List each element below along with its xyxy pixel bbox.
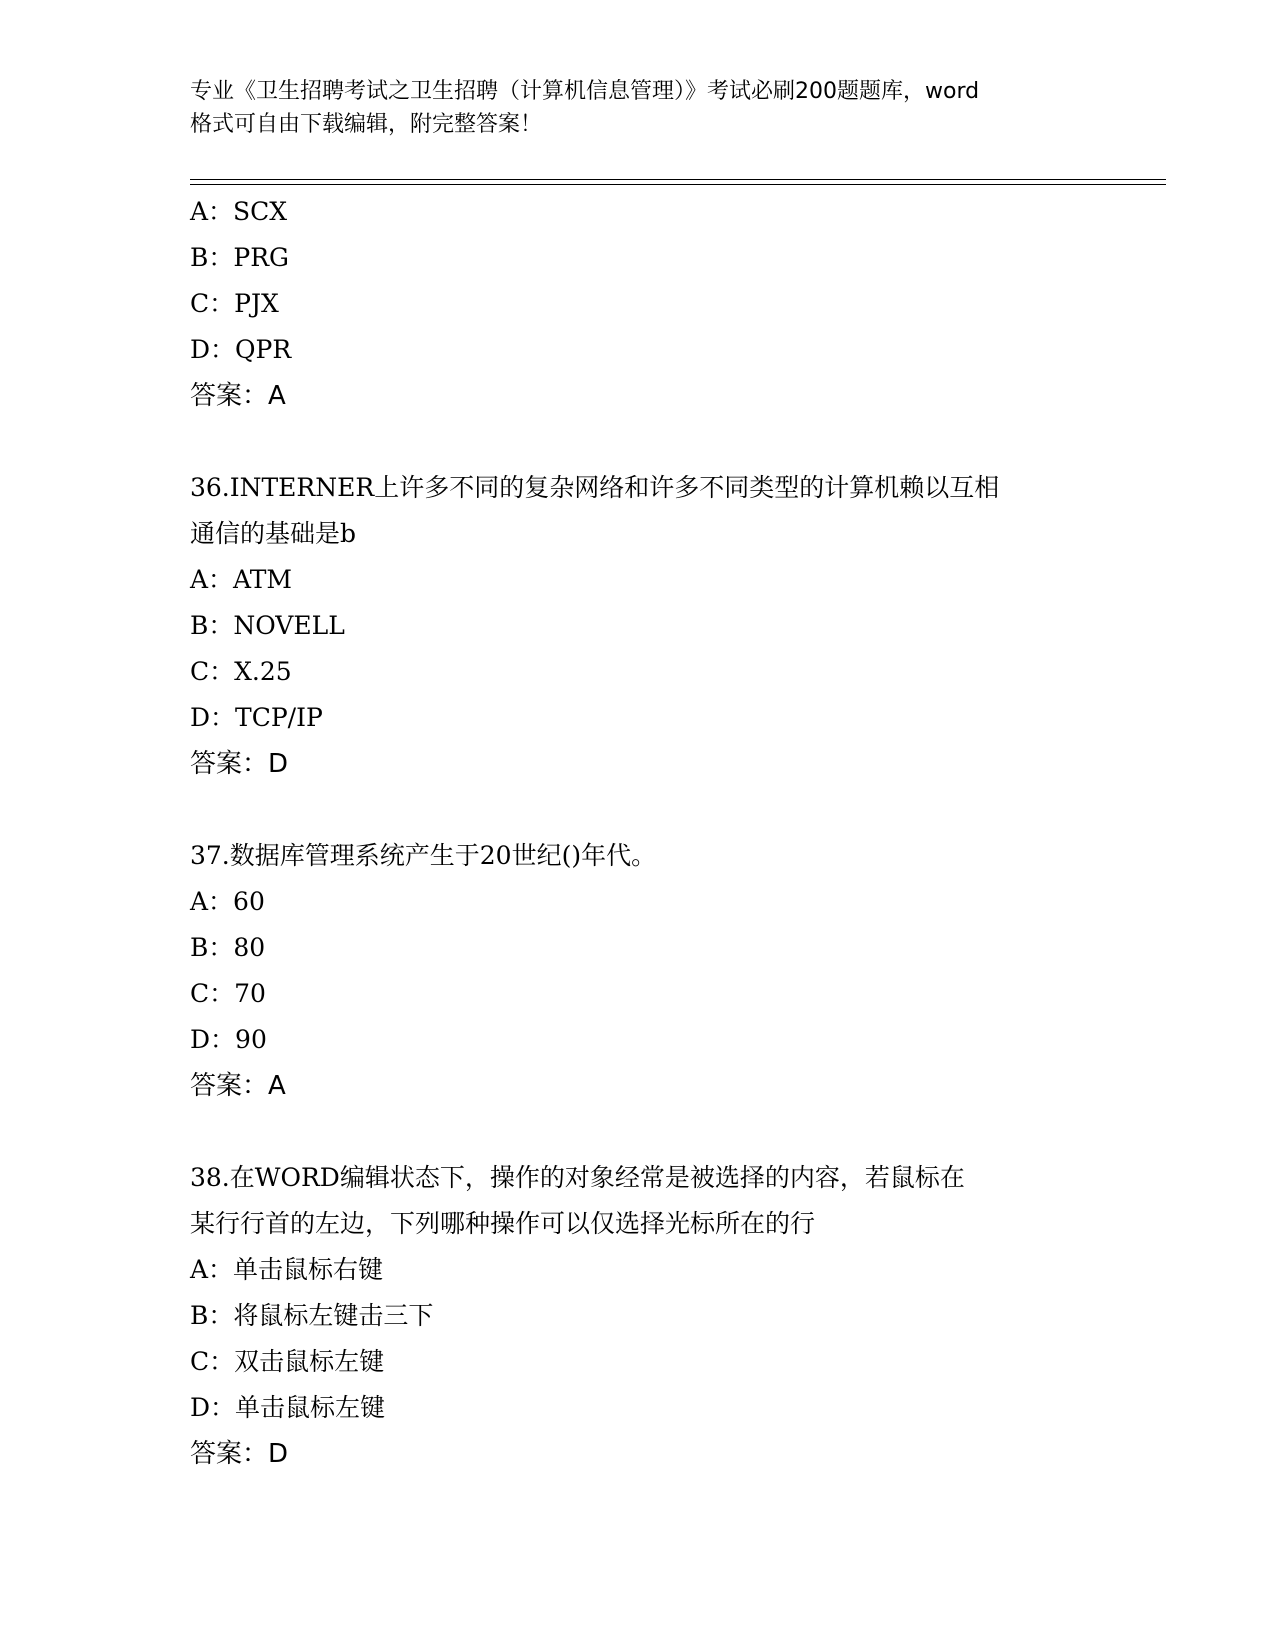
option-d: D：单击鼠标左键: [190, 1393, 386, 1422]
option-b: B：NOVELL: [190, 611, 345, 640]
option-d: D：TCP/IP: [190, 703, 323, 732]
spacer: [190, 419, 1090, 465]
answer-line: 答案：D: [190, 749, 289, 779]
header-line-2: 格式可自由下载编辑，附完整答案！: [190, 112, 543, 137]
question-block-36: [190, 465, 1090, 787]
option-a: A：单击鼠标右键: [190, 1255, 384, 1284]
question-content: [190, 189, 1090, 1477]
question-stem-line-1: 37.数据库管理系统产生于20世纪()年代。: [190, 841, 657, 870]
option-d: D：QPR: [190, 335, 292, 364]
spacer: [190, 787, 1090, 833]
option-a: A：60: [190, 887, 265, 916]
spacer: [190, 1109, 1090, 1155]
option-c: C：70: [190, 979, 266, 1008]
option-b: B：80: [190, 933, 266, 962]
question-block-prev: [190, 189, 1090, 419]
option-c: C：PJX: [190, 289, 279, 318]
question-stem-line-2: 某行行首的左边，下列哪种操作可以仅选择光标所在的行: [190, 1209, 816, 1238]
header-line-1: 专业《卫生招聘考试之卫生招聘（计算机信息管理）》考试必刷200题题库，word: [190, 79, 980, 104]
option-c: C：X.25: [190, 657, 292, 686]
header-divider-bottom: [190, 184, 1166, 185]
question-stem-line-1: 38.在WORD编辑状态下，操作的对象经常是被选择的内容，若鼠标在: [190, 1163, 965, 1192]
option-c: C：双击鼠标左键: [190, 1347, 385, 1376]
option-b: B：PRG: [190, 243, 289, 272]
option-a: A：ATM: [190, 565, 293, 594]
option-d: D：90: [190, 1025, 267, 1054]
option-b: B：将鼠标左键击三下: [190, 1301, 434, 1330]
question-stem-line-2: 通信的基础是b: [190, 519, 357, 548]
answer-line: 答案：A: [190, 381, 286, 411]
document-header: [190, 75, 1090, 141]
question-stem-line-1: 36.INTERNER上许多不同的复杂网络和许多不同类型的计算机赖以互相: [190, 473, 1000, 502]
question-block-37: [190, 833, 1090, 1109]
option-a: A：SCX: [190, 197, 288, 226]
question-block-38: [190, 1155, 1090, 1477]
header-divider-top: [190, 179, 1166, 180]
answer-line: 答案：A: [190, 1071, 286, 1101]
answer-line: 答案：D: [190, 1439, 289, 1469]
